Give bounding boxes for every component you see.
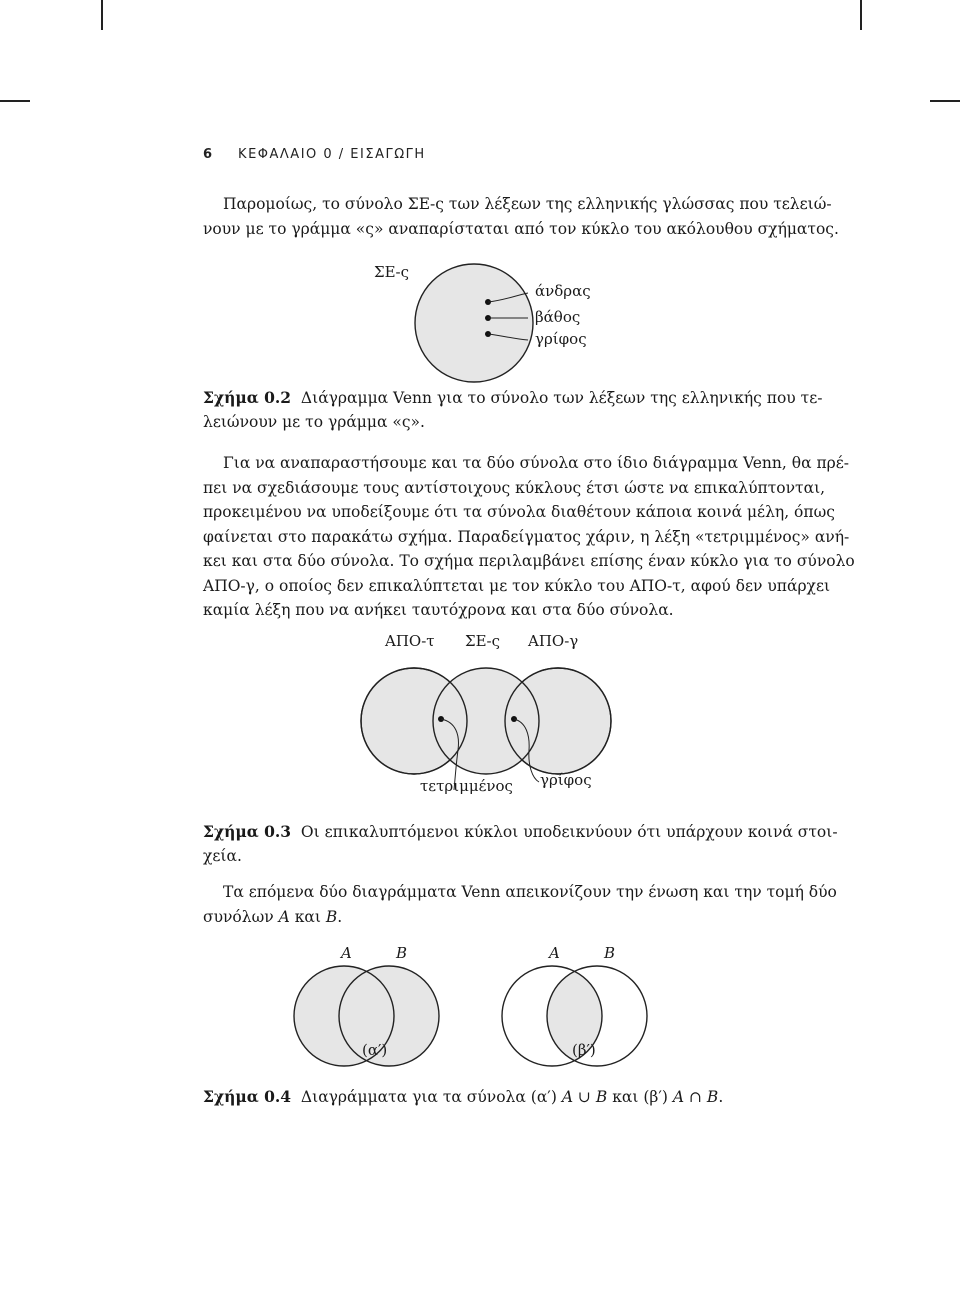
- chapter-title: ΚΕΦΑΛΑΙΟ 0 / ΕΙΣΑΓΩΓΗ: [238, 147, 426, 162]
- text-fragment: και: [294, 907, 321, 926]
- set-label-a: A: [549, 944, 560, 962]
- set-label-b: B: [396, 944, 408, 962]
- text-line: ΑΠΟ-γ, ο οποίος δεν επικαλύπτεται με τον κύκλο του ΑΠΟ-τ, αφού δεν υπάρχει: [203, 576, 831, 595]
- caption-text: (β′): [643, 1088, 668, 1106]
- math-union: A ∪ B: [561, 1088, 608, 1106]
- caption-label: Σχήμα 0.4: [203, 1087, 292, 1106]
- word-label: γρίφος: [535, 330, 587, 348]
- text-line: πει να σχεδιάσουμε τους αντίστοιχους κύκλους έτσι ώστε να επικαλύπτονται,: [203, 478, 826, 497]
- text-line: Τα επόμενα δύο διαγράμματα Venn απεικονίζουν την ένωση και την τομή δύο: [223, 883, 837, 901]
- text-line: κει και στα δύο σύνολα. Το σχήμα περιλαμβάνει επίσης έναν κύκλο για το σύνολο: [203, 552, 855, 570]
- word-label: γρίφος: [540, 771, 592, 789]
- subfigure-label: (α′): [362, 1041, 388, 1059]
- page-number: 6: [203, 147, 213, 162]
- set-label-apo-g: ΑΠΟ-γ: [528, 632, 579, 650]
- caption-text: .: [718, 1088, 724, 1106]
- caption-text: Διαγράμματα για τα σύνολα: [300, 1088, 526, 1106]
- math-intersection: A ∩ B: [672, 1088, 719, 1106]
- caption-0-4: [203, 1085, 758, 1109]
- caption-text: χεία.: [203, 847, 242, 865]
- set-label-b: B: [604, 944, 616, 962]
- word-label: τετριμμένος: [420, 777, 513, 795]
- set-label-se: ΣΕ-ς: [374, 263, 410, 281]
- text-line: νουν με το γράμμα «ς» αναπαρίσταται από τον κύκλο του ακόλουθου σχήματος.: [203, 219, 839, 238]
- word-label: βάθος: [535, 308, 581, 326]
- set-label-a: A: [341, 944, 352, 962]
- caption-text: Οι επικαλυπτόμενοι κύκλοι υποδεικνύουν ότι υπάρχουν κοινά στοι-: [300, 823, 838, 841]
- math-set-b: B: [325, 907, 338, 926]
- set-label-apo-t: ΑΠΟ-τ: [385, 632, 435, 650]
- text-line: Παρομοίως, το σύνολο ΣΕ-ς των λέξεων της ελληνικής γλώσσας που τελειώ-: [223, 195, 832, 213]
- text-line: προκειμένου να υποδείξουμε ότι τα σύνολα διαθέτουν κάποια κοινά μέλη, όπως: [203, 503, 835, 521]
- text-fragment: συνόλων: [203, 907, 274, 926]
- word-label: άνδρας: [535, 282, 591, 300]
- set-label-se: ΣΕ-ς: [465, 632, 501, 650]
- math-set-a: A: [278, 907, 290, 926]
- text-line: καμία λέξη που να ανήκει ταυτόχρονα και στα δύο σύνολα.: [203, 601, 674, 619]
- text-line: φαίνεται στο παρακάτω σχήμα. Παραδείγματος χάριν, η λέξη «τετριμμένος» ανή-: [203, 527, 850, 546]
- subfigure-label: (β′): [572, 1041, 596, 1059]
- text-fragment: .: [337, 907, 343, 926]
- caption-text: και: [612, 1088, 639, 1106]
- text-line: Για να αναπαραστήσουμε και τα δύο σύνολα στο ίδιο διάγραμμα Venn, θα πρέ-: [223, 454, 850, 472]
- caption-text: λειώνουν με το γράμμα «ς».: [203, 413, 425, 431]
- caption-label: Σχήμα 0.3: [203, 822, 292, 841]
- caption-text: Διάγραμμα Venn για το σύνολο των λέξεων της ελληνικής που τε-: [300, 389, 823, 407]
- caption-text: (α′): [530, 1088, 557, 1106]
- caption-label: Σχήμα 0.2: [203, 388, 292, 407]
